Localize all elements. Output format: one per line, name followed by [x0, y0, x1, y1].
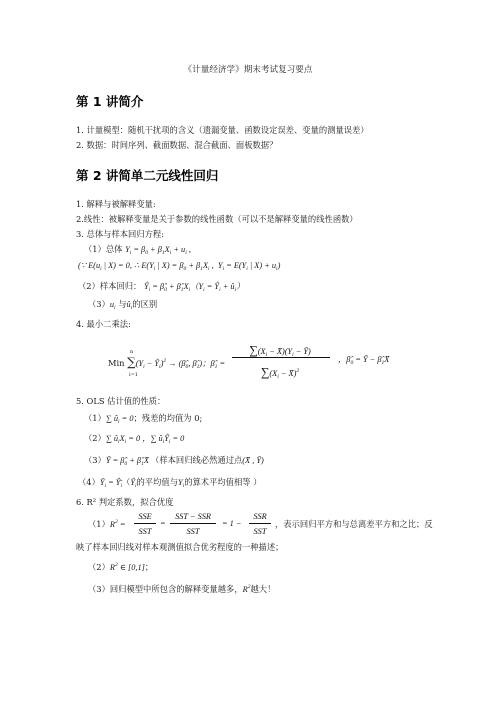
- beta0-formula: ，$\betâ_0$ = Ȳ − $\betâ_1X̄$: [338, 355, 390, 366]
- error-term-symbol: $u_i$: [109, 300, 116, 311]
- r-squared-range-end: ；: [144, 562, 154, 572]
- ch2-item-2: 2.线性：被解释变量是关于参数的线性函数（可以不是解释变量的线性函数）: [76, 214, 358, 224]
- beta1-numerator: $\sum(X_i$ − $X̄)(Y_i$ − Ȳ): [249, 343, 311, 358]
- r-squared-note-text: （3）回归模型中所包含的解释变量越多，: [88, 584, 243, 594]
- beta1-fraction-bar: [232, 357, 330, 358]
- sample-regression-label: （2）样本回归：: [78, 281, 142, 291]
- sum-upper-limit: n: [130, 349, 134, 355]
- sum-symbol: ∑: [127, 355, 136, 369]
- r2-eq2: = 1 −: [222, 519, 242, 528]
- r-squared-formula-label: （1）: [88, 519, 110, 529]
- property-4-open: （: [122, 477, 131, 487]
- residual-difference-and: 与: [118, 299, 127, 309]
- ch2-item-4: 4. 最小二乘法:: [76, 319, 131, 329]
- ch2-item-5: 5. OLS 估计值的性质：: [76, 396, 166, 406]
- residual-symbol: $û_i$: [126, 300, 133, 311]
- property-2-label: （2）: [84, 433, 106, 443]
- r-squared-description: ，表示回归平方和与总离差平方和之比；反: [275, 519, 433, 529]
- property-3-text: （样本回归线必然通过点: [151, 455, 243, 465]
- property-1: （1）∑ $û_i = 0$；残差的均值为 0;: [84, 413, 203, 425]
- property-3-label: （3）: [84, 455, 106, 465]
- r-squared-formula-prefix: $(1)R^2$ =: [88, 519, 126, 529]
- ch2-item-1: 1. 解释与被解释变量:: [76, 199, 156, 209]
- residual-difference-label: （3）: [88, 299, 110, 309]
- sum-lower-limit: i=1: [129, 372, 138, 378]
- r2-frac2-bar: [170, 523, 216, 524]
- residual-difference-line: [88, 300, 157, 312]
- r2-frac3-bar: [249, 523, 271, 524]
- property-3: （3）Ȳ = $\betâ_0$ + $\betâ_1X̄$ （样本回归线必然通过点(X̄ , Ȳ): [84, 455, 264, 467]
- r-squared-description-cont: 映了样本回归线对样本观测值拟合优劣程度的一种描述；: [76, 542, 284, 552]
- beta1-denominator: $\sum(X_i$ − X̄)$^2$: [260, 365, 300, 380]
- residual-difference-suffix: 的区别: [132, 299, 158, 309]
- property-4-mid: 的平均值与: [136, 477, 178, 487]
- min-label: Min: [108, 358, 125, 368]
- r-squared-note-end: 越大！: [250, 584, 276, 594]
- chapter-1-heading: 第 1 讲简介: [76, 94, 144, 109]
- r2-frac3-den: SST: [253, 527, 267, 536]
- property-4-end: 的算术平均值相等 ）: [184, 477, 262, 487]
- r2-eq1: =: [160, 519, 166, 528]
- ch1-item-1: 1. 计量模型：随机干扰项的含义（遗漏变量、函数设定误差、变量的测量误差）: [76, 125, 369, 135]
- property-1-text: ；残差的均值为 0;: [133, 413, 203, 423]
- population-label: （1）总体: [84, 244, 123, 254]
- r-squared-range: $(2)R^2$ ∈ [0,1]；: [88, 562, 154, 572]
- expectation-condition: (∵ $E(u_i$ | X) = 0, ∴ $E(Y_i$ | $X) = \beta_0 + \beta_1X_i$ , $Y_i = E(Y_i$ | $X) + u_i$): [78, 261, 281, 272]
- document-title: 《计量经济学》期末考试复习要点: [183, 65, 313, 75]
- property-4-label: （4）: [78, 477, 100, 487]
- population-equation: $Y_i = \beta_0 + \beta_1X_i + u_i$ ,: [125, 245, 191, 256]
- r2-frac3-num: SSR: [253, 512, 267, 521]
- property-2: （2）∑ $û_iX_i = 0$ ，∑ $û_iŶ_i = 0$: [84, 433, 185, 445]
- sample-regression-equation: $Ŷ_i$ = $\betâ_0$ + $\betâ_1X_i(Y_i$ = $Ŷ_i$ + $û_i$）: [144, 282, 245, 293]
- property-1-label: （1）: [84, 413, 106, 423]
- property-4: $(4)Ȳ_i$ = $Ŷ̄_i(Ŷ_i$的平均值与$Y_i$的算术平均值相等 ）: [78, 477, 262, 489]
- r2-frac2-num: SST − SSR: [175, 512, 211, 521]
- r-squared-range-label: （2）: [88, 562, 110, 572]
- ols-objective: Min $\sum(Y_i$ − $Ŷ_i)^2$ → ($\betâ_0$, $\betâ_1$)；$\betâ_1$ =: [108, 355, 226, 370]
- r2-frac2-den: SST: [186, 527, 200, 536]
- ch2-item-3: 3. 总体与样本回归方程:: [76, 229, 165, 239]
- sample-regression-line: [78, 282, 244, 294]
- population-regression-line: [84, 245, 191, 257]
- r2-frac1-den: SST: [138, 527, 152, 536]
- r-squared-note: （3）回归模型中所包含的解释变量越多，$R^2$越大！: [88, 584, 276, 594]
- ch1-item-2: 2. 数据：时间序列、截面数据、混合截面、面板数据？: [76, 140, 278, 150]
- ch2-item-6: 6. R² 判定系数，拟合优度: [76, 497, 174, 507]
- r2-frac1-num: SSE: [138, 512, 152, 521]
- r2-frac1-bar: [134, 523, 156, 524]
- chapter-2-heading: 第 2 讲简单二元线性回归: [76, 168, 219, 183]
